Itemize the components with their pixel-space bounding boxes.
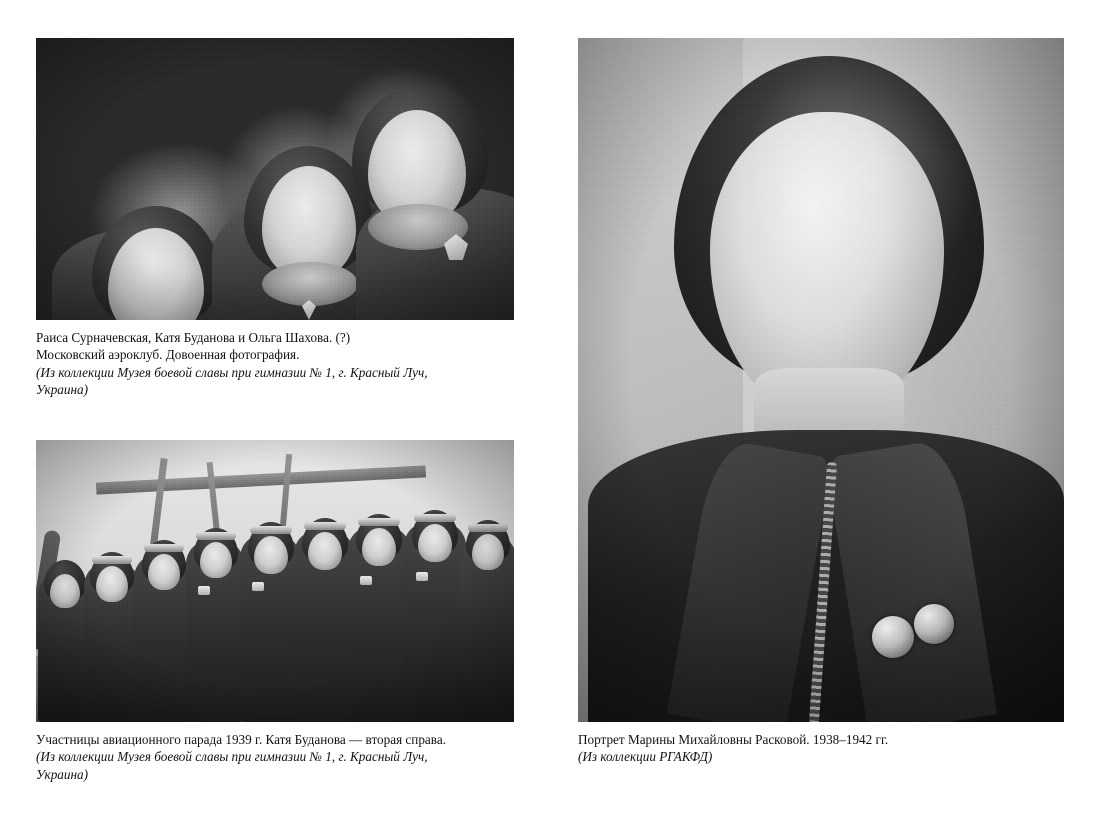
- collar-tab: [416, 572, 428, 581]
- pilot-face: [472, 534, 504, 570]
- goggles-icon: [144, 544, 184, 552]
- goggles-icon: [250, 526, 292, 534]
- figure-portrait: [578, 38, 1064, 766]
- goggles-icon: [414, 514, 456, 522]
- caption-source-line: (Из коллекции Музея боевой славы при гимназии № 1, г. Красный Луч,: [36, 749, 428, 765]
- pilot-face: [200, 542, 232, 578]
- figure-parade: [36, 440, 514, 783]
- figure-trio: [36, 38, 514, 399]
- medal-icon: [914, 604, 954, 644]
- pilot-face: [362, 528, 396, 566]
- goggles-icon: [468, 524, 508, 532]
- caption-source-line: (Из коллекции РГАКФД): [578, 749, 713, 765]
- caption-trio: [36, 329, 514, 399]
- goggles-icon: [92, 556, 132, 564]
- subject-face: [710, 112, 944, 412]
- caption-source-line: Украина): [36, 382, 89, 398]
- caption-line: Раиса Сурначевская, Катя Буданова и Ольга Шахова. (?): [36, 330, 351, 345]
- caption-portrait: [578, 731, 1064, 766]
- goggles-icon: [304, 522, 346, 530]
- goggles-icon: [196, 532, 236, 540]
- pilot-face: [50, 574, 80, 608]
- photo-marina-raskova: [578, 38, 1064, 722]
- pilot-face: [254, 536, 288, 574]
- pilot-face: [308, 532, 342, 570]
- collar-tab: [198, 586, 210, 595]
- photo-trio-young-women: [36, 38, 514, 320]
- caption-line: Портрет Марины Михайловны Расковой. 1938–1942 гг.: [578, 732, 889, 747]
- pilot-face: [418, 524, 452, 562]
- goggles-icon: [358, 518, 400, 526]
- caption-source-line: Украина): [36, 766, 89, 782]
- person-middle-collar: [262, 262, 358, 306]
- photo-aviation-parade: [36, 440, 514, 722]
- collar-tab: [252, 582, 264, 591]
- medal-icon: [872, 616, 914, 658]
- caption-parade: [36, 731, 514, 783]
- pilot-face: [148, 554, 180, 590]
- caption-line: Участницы авиационного парада 1939 г. Катя Буданова — вторая справа.: [36, 732, 446, 747]
- caption-source-line: (Из коллекции Музея боевой славы при гимназии № 1, г. Красный Луч,: [36, 364, 428, 380]
- collar-tab: [360, 576, 372, 585]
- pilot-face: [96, 566, 128, 602]
- caption-line: Московский аэроклуб. Довоенная фотография.: [36, 347, 300, 363]
